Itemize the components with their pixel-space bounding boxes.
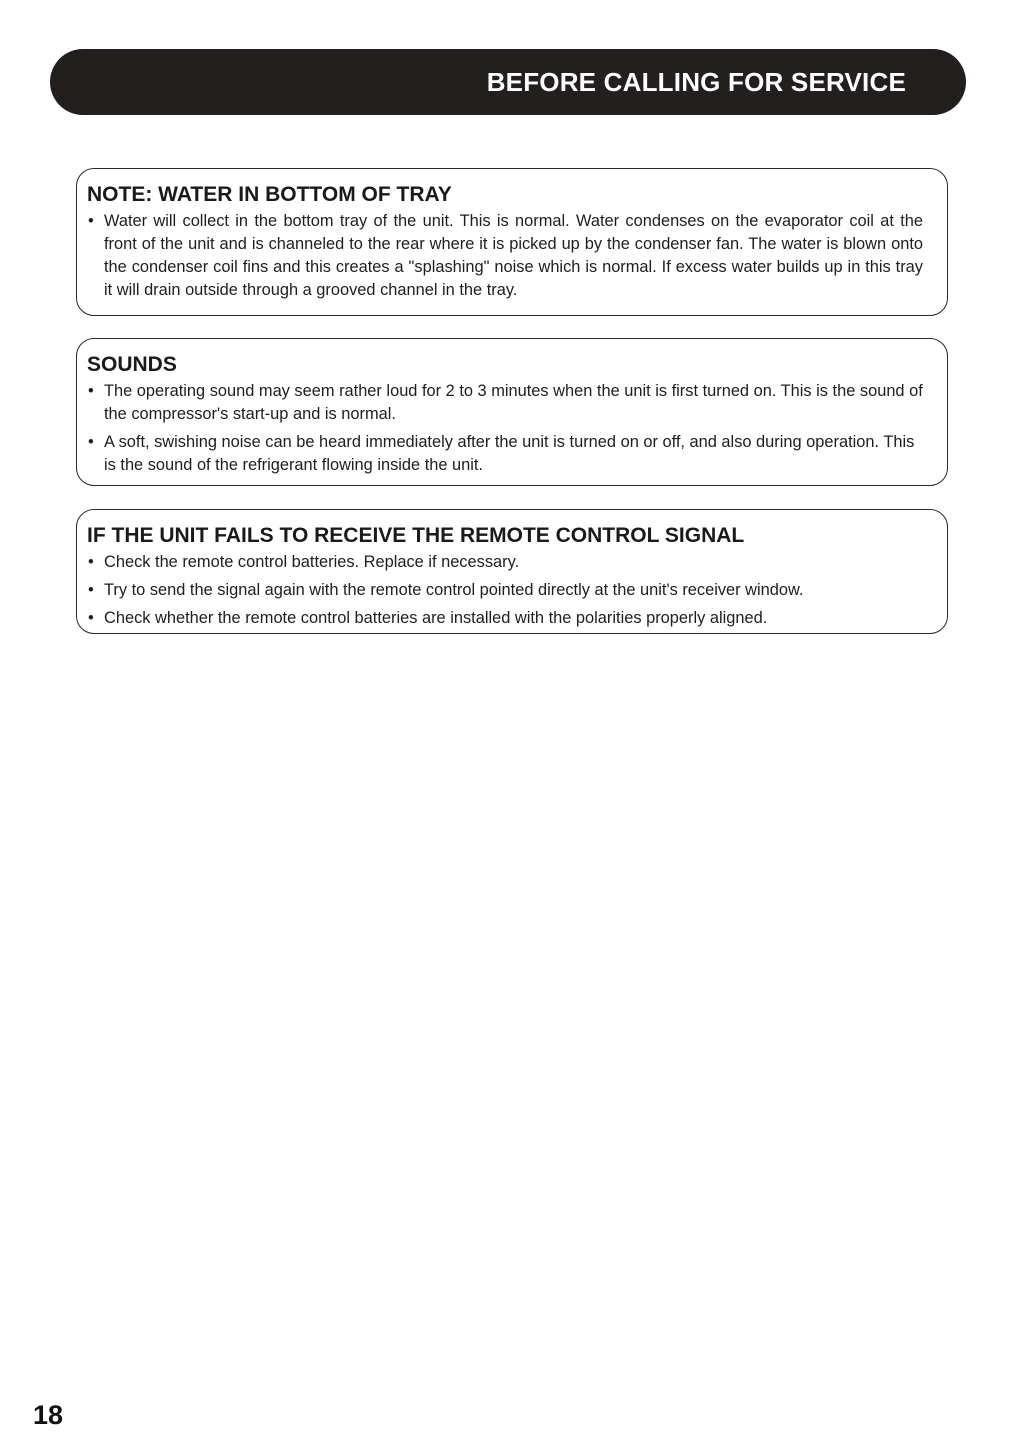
list-item-text: Try to send the signal again with the remote control pointed directly at the unit's receiver window. bbox=[104, 581, 804, 599]
list-item bbox=[87, 210, 923, 302]
sounds-heading: SOUNDS bbox=[87, 353, 177, 376]
water-in-tray-note-box bbox=[76, 168, 948, 316]
list-item-text: The operating sound may seem rather loud for 2 to 3 minutes when the unit is first turned on. This is the sound of the compressor's start-up and is normal. bbox=[104, 382, 923, 423]
sounds-box bbox=[76, 338, 948, 486]
list-item bbox=[87, 551, 923, 574]
water-in-tray-heading: NOTE: WATER IN BOTTOM OF TRAY bbox=[87, 183, 452, 206]
remote-signal-box bbox=[76, 509, 948, 634]
remote-signal-list bbox=[87, 551, 923, 630]
bullet-icon: • bbox=[88, 581, 94, 599]
sounds-list bbox=[87, 380, 923, 477]
page-number: 18 bbox=[33, 1400, 64, 1430]
section-header-bar bbox=[50, 49, 966, 115]
bullet-icon: • bbox=[88, 433, 94, 451]
bullet-icon: • bbox=[88, 382, 94, 400]
list-item bbox=[87, 579, 923, 602]
bullet-icon: • bbox=[88, 609, 94, 627]
list-item bbox=[87, 607, 923, 630]
list-item bbox=[87, 431, 923, 477]
list-item-text: Check the remote control batteries. Replace if necessary. bbox=[104, 553, 520, 571]
water-in-tray-list bbox=[87, 210, 923, 302]
remote-signal-heading: IF THE UNIT FAILS TO RECEIVE THE REMOTE CONTROL SIGNAL bbox=[87, 524, 745, 547]
page-title: BEFORE CALLING FOR SERVICE bbox=[486, 67, 906, 97]
list-item-text: A soft, swishing noise can be heard immediately after the unit is turned on or off, and also during operation. This is the sound of the refrigerant flowing inside the unit. bbox=[104, 433, 915, 474]
list-item bbox=[87, 380, 923, 426]
bullet-icon: • bbox=[88, 553, 94, 571]
list-item-text: Check whether the remote control batteries are installed with the polarities properly aligned. bbox=[104, 609, 768, 627]
list-item-text: Water will collect in the bottom tray of the unit. This is normal. Water condenses on the evaporator coil at the front of the unit and is channeled to the rear where it is picked up by the condenser fan. The water is blown onto the condenser coil fins and this creates a "splashing" noise which is normal. If excess water builds up in this tray it will drain outside through a grooved channel in the tray. bbox=[104, 212, 923, 299]
bullet-icon: • bbox=[88, 212, 94, 230]
